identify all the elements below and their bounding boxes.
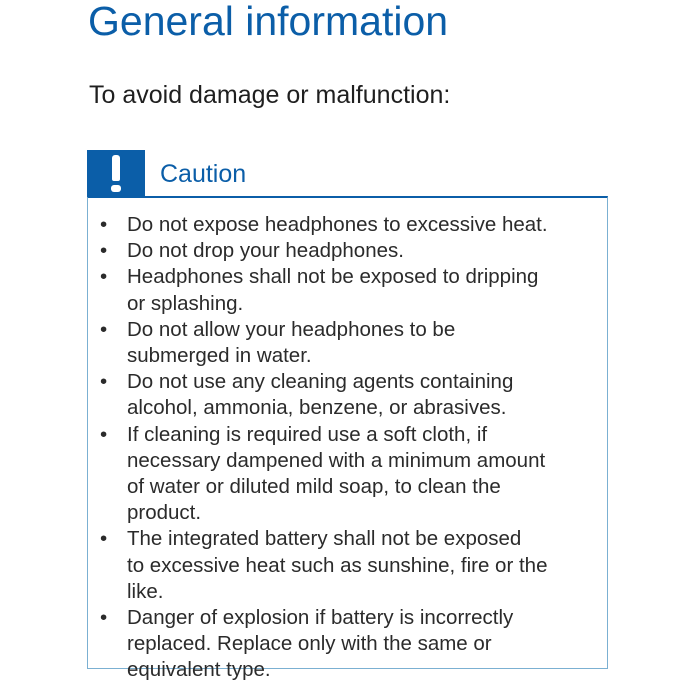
caution-item-line: Do not drop your headphones. <box>127 239 404 263</box>
caution-label: Caution <box>160 160 247 188</box>
exclamation-bar <box>112 155 120 181</box>
bullet: • <box>100 422 108 446</box>
caution-item-line: product. <box>127 501 202 525</box>
bullet: • <box>100 317 108 341</box>
caution-list <box>98 212 608 684</box>
caution-item-line: of water or diluted mild soap, to clean the <box>127 475 501 499</box>
bullet: • <box>100 265 108 289</box>
caution-item <box>98 526 608 605</box>
exclamation-dot <box>111 185 121 192</box>
caution-item-line: like. <box>127 579 164 603</box>
caution-item-line: or splashing. <box>127 291 244 315</box>
caution-item-line: alcohol, ammonia, benzene, or abrasives. <box>127 396 507 420</box>
page-title: General information <box>88 0 449 44</box>
caution-item-line: submerged in water. <box>127 344 312 368</box>
caution-item <box>98 317 608 369</box>
bullet: • <box>100 239 108 263</box>
caution-item-line: Danger of explosion if battery is incorrectly <box>127 606 514 630</box>
caution-item-line: Do not expose headphones to excessive heat. <box>127 213 548 236</box>
caution-item-line: The integrated battery shall not be exposed <box>127 527 522 551</box>
caution-item-line: If cleaning is required use a soft cloth, if <box>127 422 488 446</box>
bullet: • <box>100 370 108 394</box>
caution-item-line: Do not use any cleaning agents containing <box>127 370 514 394</box>
caution-item <box>98 605 608 684</box>
caution-item-line: to excessive heat such as sunshine, fire or the <box>127 553 548 577</box>
bullet: • <box>100 213 108 236</box>
caution-item-line: replaced. Replace only with the same or <box>127 632 492 656</box>
caution-item <box>98 238 608 264</box>
caution-item-line: Headphones shall not be exposed to dripping <box>127 265 539 289</box>
caution-item-line: Do not allow your headphones to be <box>127 317 456 341</box>
caution-item <box>98 212 608 238</box>
caution-item-line: equivalent type. <box>127 658 271 682</box>
intro-text: To avoid damage or malfunction: <box>89 81 451 109</box>
bullet: • <box>100 527 108 551</box>
caution-item-line: necessary dampened with a minimum amount <box>127 448 546 472</box>
exclamation-icon <box>87 150 145 197</box>
bullet: • <box>100 606 108 630</box>
caution-item <box>98 422 608 527</box>
caution-item <box>98 369 608 421</box>
caution-item <box>98 264 608 316</box>
